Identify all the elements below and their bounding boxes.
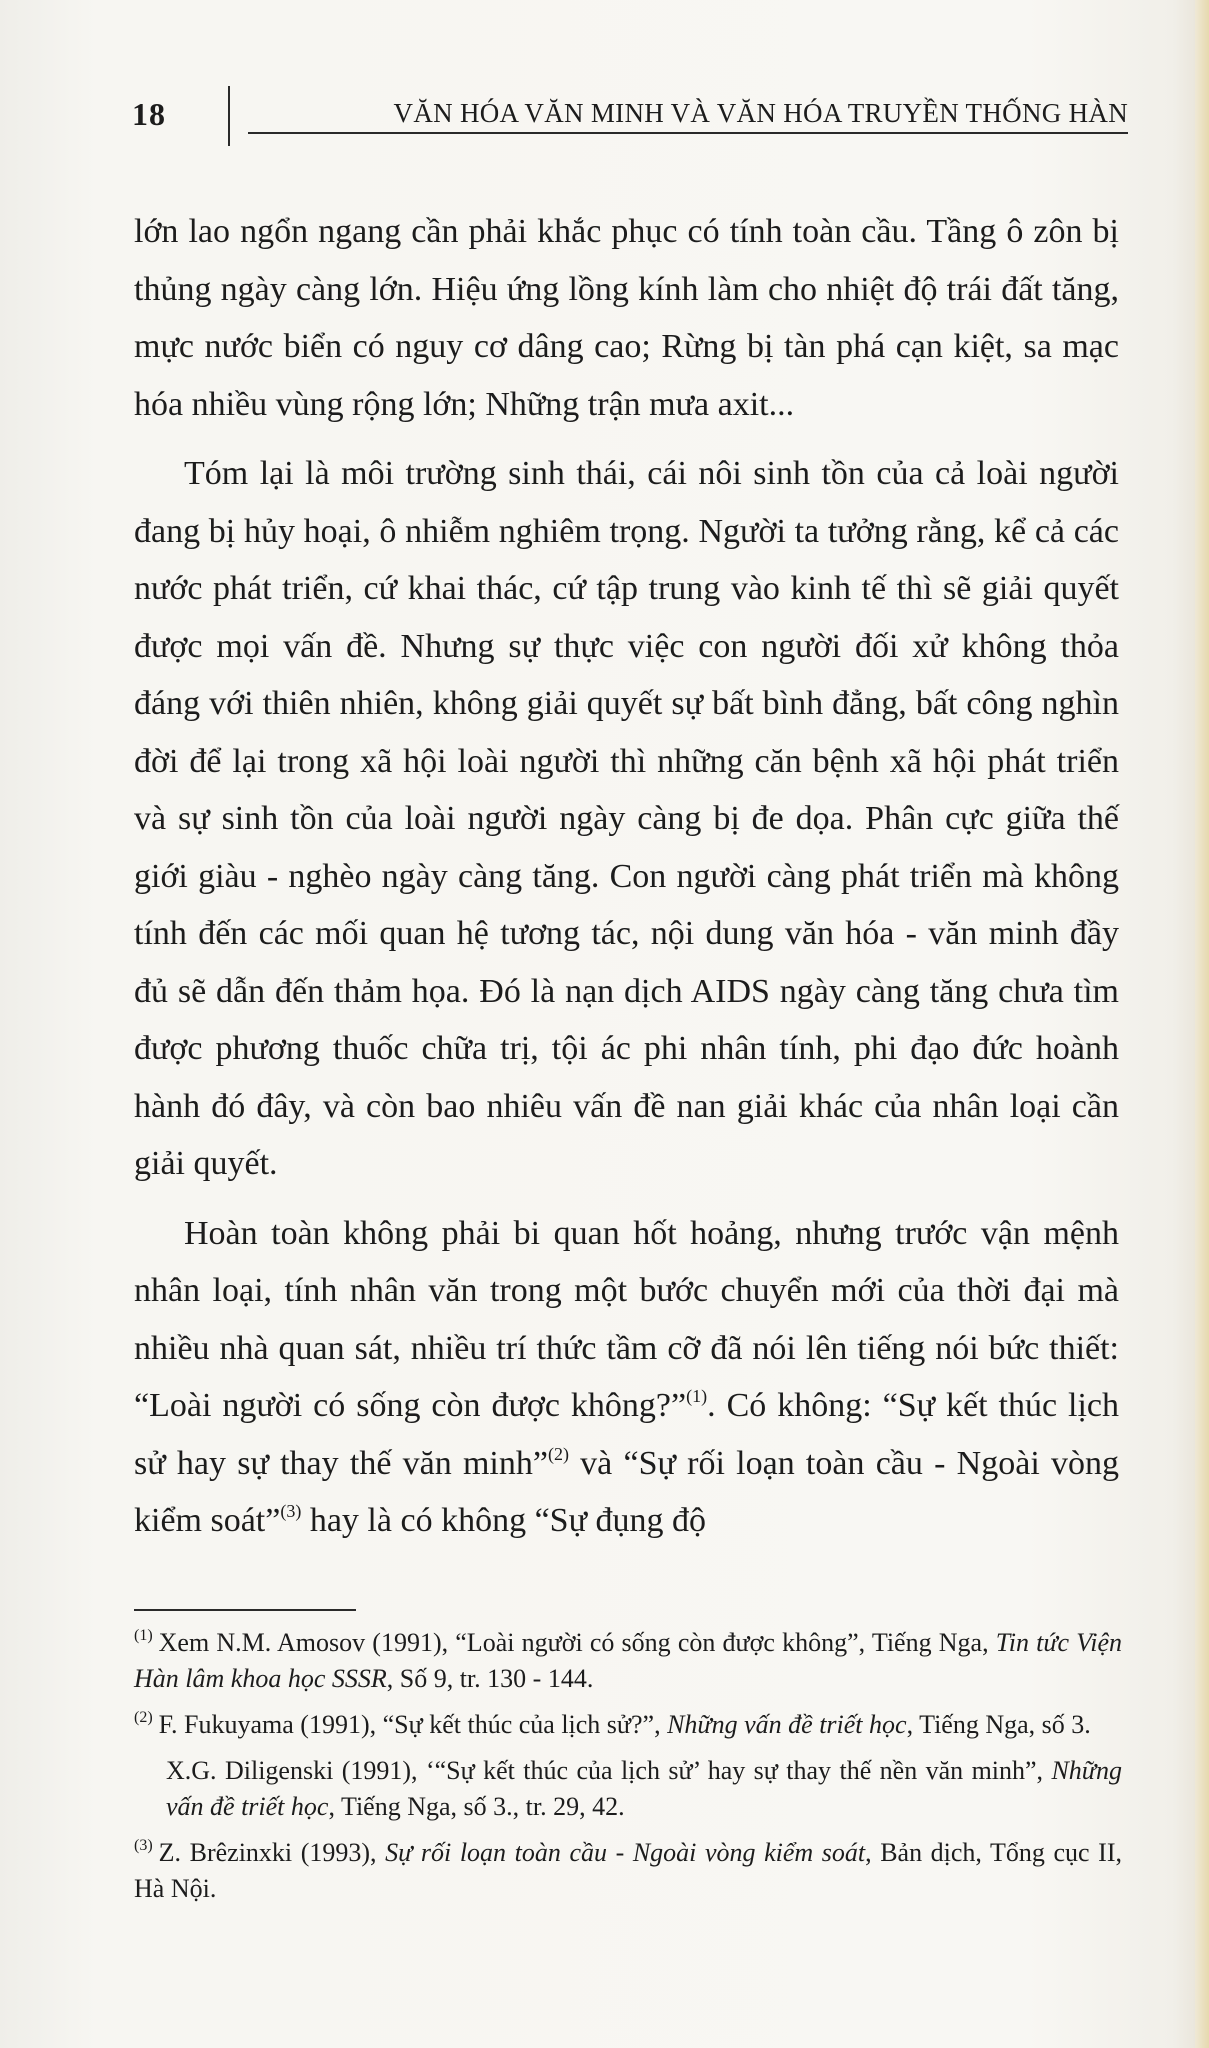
footnote-text: , Tiếng Nga, số 3. [906, 1710, 1091, 1739]
footnote-text: , Tiếng Nga, số 3., tr. 29, 42. [328, 1792, 625, 1821]
paragraph-3-text: và “Sự rối loạn toàn cầu - Ngoài vòng kiểm soát” [134, 1444, 1119, 1539]
footnotes [134, 1625, 1122, 1917]
footnote-text: Z. Brêzinxki (1993), [158, 1838, 386, 1867]
footnote-mark: (3) [134, 1837, 153, 1854]
footnote-mark: (1) [134, 1627, 153, 1644]
footnote-ref-1[interactable]: (1) [686, 1386, 708, 1406]
footnote-3 [134, 1835, 1122, 1907]
footnote-mark: (2) [134, 1709, 153, 1726]
footnote-title: Sự rối loạn toàn cầu - Ngoài vòng kiểm soát [385, 1838, 866, 1867]
footnote-title: Những vấn đề triết học [166, 1756, 1122, 1821]
paragraph-3-text: hay là có không “Sự đụng độ [301, 1502, 706, 1539]
footnote-text: Xem N.M. Amosov (1991), “Loài người có sống còn được không”, Tiếng Nga, [158, 1628, 996, 1657]
footnote-2 [134, 1707, 1122, 1743]
footnote-separator [134, 1609, 356, 1611]
paragraph-2: Tóm lại là môi trường sinh thái, cái nôi sinh tồn của cả loài người đang bị hủy hoại, ô nhiễm nghiêm trọng. Người ta tưởng rằng, kể cả các nước phát triển, cứ khai thác, cứ tập trung vào kinh tế thì sẽ giải quyết được mọi vấn đề. Nhưng sự thực việc con người đối xử không thỏa đáng với thiên nhiên, không giải quyết sự bất bình đẳng, bất công nghìn đời để lại trong xã hội loài người thì những căn bệnh xã hội phát triển và sự sinh tồn của loài người ngày càng bị đe dọa. Phân cực giữa thế giới giàu - nghèo ngày càng tăng. Con người càng phát triển mà không tính đến các mối quan hệ tương tác, nội dung văn hóa - văn minh đầy đủ sẽ dẫn đến thảm họa. Đó là nạn dịch AIDS ngày càng tăng chưa tìm được phương thuốc chữa trị, tội ác phi nhân tính, phi đạo đức hoành hành đó đây, và còn bao nhiêu vấn đề nan giải khác của nhân loại cần giải quyết. [134, 455, 1119, 1182]
footnote-ref-3[interactable]: (3) [280, 1501, 302, 1521]
header-rule [248, 132, 1128, 134]
footnote-2-continued [134, 1753, 1122, 1825]
footnote-ref-2[interactable]: (2) [547, 1443, 569, 1464]
footnote-text: X.G. Diligenski (1991), ‘“Sự kết thúc của lịch sử’ hay sự thay thế nền văn minh”, [166, 1756, 1052, 1785]
page-header [128, 86, 1128, 146]
header-divider [228, 86, 230, 146]
footnote-title: Tin tức Viện Hàn lâm khoa học SSSR [134, 1628, 1122, 1693]
paragraph-1: lớn lao ngổn ngang cần phải khắc phục có tính toàn cầu. Tầng ô zôn bị thủng ngày càng lớn. Hiệu ứng lồng kính làm cho nhiệt độ trái đất tăng, mực nước biển có nguy cơ dâng cao; Rừng bị tàn phá cạn kiệt, sa mạc hóa nhiều vùng rộng lớn; Những trận mưa axit... [134, 213, 1119, 423]
paragraph-3-text: . Có không: “Sự kết thúc lịch sử hay sự thay thế văn minh” [134, 1387, 1120, 1482]
footnote-text: , Số 9, tr. 130 - 144. [386, 1664, 594, 1693]
footnote-text: F. Fukuyama (1991), “Sự kết thúc của lịch sử?”, [158, 1710, 668, 1739]
footnote-1 [134, 1625, 1122, 1697]
footnote-text: , Bản dịch, Tổng cục II, Hà Nội. [134, 1838, 1122, 1903]
footnote-title: Những vấn đề triết học [667, 1710, 907, 1739]
page-number: 18 [132, 96, 166, 132]
paragraph-3-text: Hoàn toàn không phải bi quan hốt hoảng, nhưng trước vận mệnh nhân loại, tính nhân văn trong một bước chuyển mới của thời đại mà nhiều nhà quan sát, nhiều trí thức tầm cỡ đã nói lên tiếng nói bức thiết: “Loài người có sống còn được không?” [134, 1214, 1119, 1424]
body-text [134, 203, 1119, 1562]
paragraph-3 [134, 1205, 1119, 1550]
running-title: VĂN HÓA VĂN MINH VÀ VĂN HÓA TRUYỀN THỐNG HÀN [393, 98, 1128, 128]
page-edge [1195, 0, 1209, 2048]
